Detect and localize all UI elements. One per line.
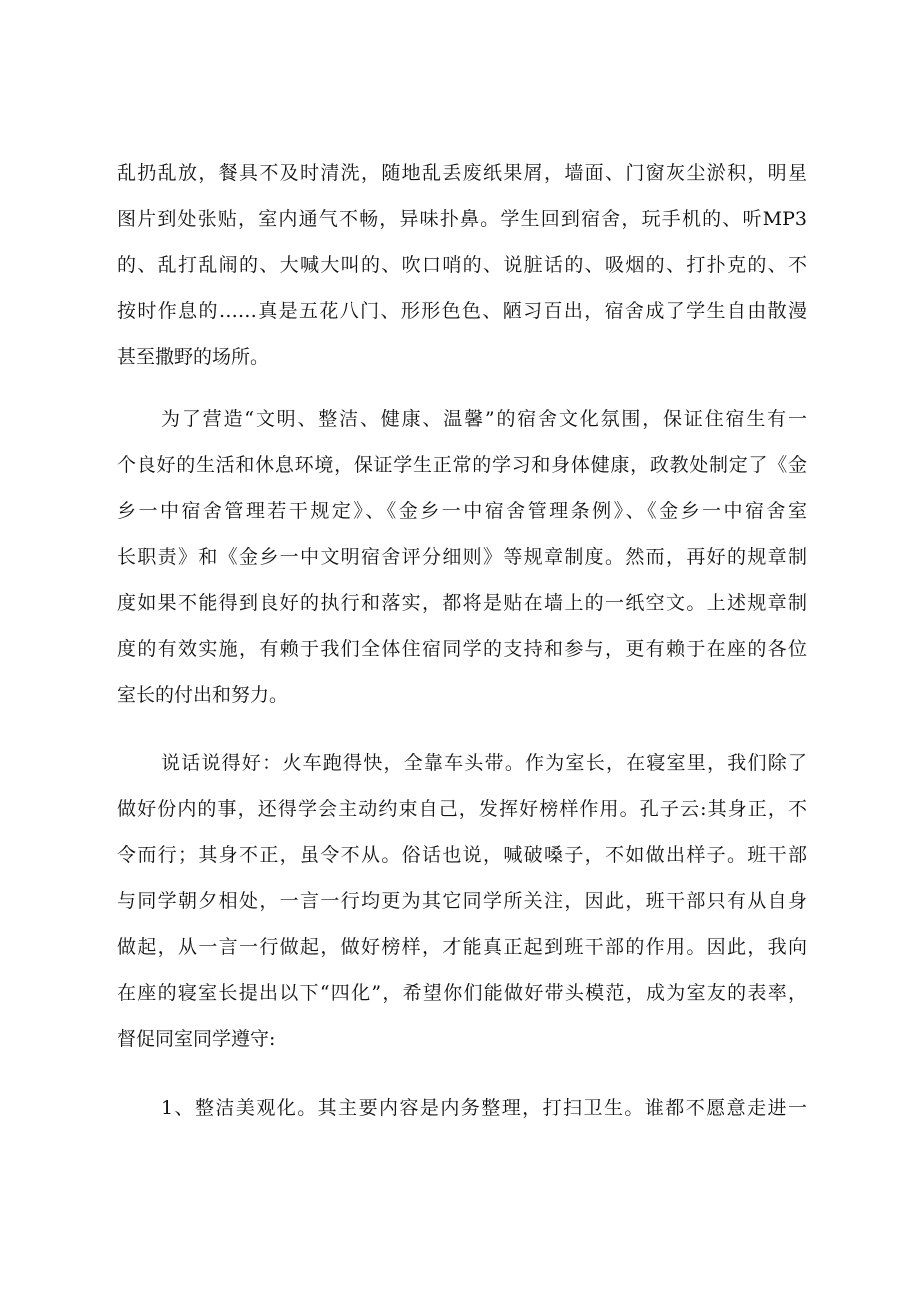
text-line: 长职责》和《金乡一中文明宿舍评分细则》等规章制度。然而，再好的规章制 [117,546,807,568]
text-line: 说话说得好：火车跑得快，全靠车头带。作为室长，在寝室里，我们除了 [161,752,807,774]
text-line: 甚至撒野的场所。 [117,346,270,368]
text-line: 个良好的生活和休息环境，保证学生正常的学习和身体健康，政教处制定了《金 [117,454,807,476]
text-line: 乱扔乱放，餐具不及时清洗，随地乱丢废纸果屑，墙面、门窗灰尘淤积，明星 [117,162,807,184]
text-line: 室长的付出和努力。 [117,684,289,706]
text-line: 令而行；其身不正，虽令不从。俗话也说，喊破嗓子，不如做出样子。班干部 [117,844,807,866]
text-line: 度的有效实施，有赖于我们全体住宿同学的支持和参与，更有赖于在座的各位 [117,638,807,660]
text-line: 做好份内的事，还得学会主动约束自己，发挥好榜样作用。孔子云:其身正，不 [117,798,807,820]
text-line: 1、整洁美观化。其主要内容是内务整理，打扫卫生。谁都不愿意走进一 [161,1097,807,1119]
paragraph-role-model [117,740,807,1062]
text-line: 督促同室同学遵守: [117,1028,276,1050]
text-line: 按时作息的……真是五花八门、形形色色、陋习百出，宿舍成了学生自由散漫 [117,300,807,322]
paragraph-dorm-rules [117,396,807,718]
text-line: 为了营造“文明、整洁、健康、温馨”的宿舍文化氛围，保证住宿生有一 [161,408,807,430]
text-line: 的、乱打乱闹的、大喊大叫的、吹口哨的、说脏话的、吸烟的、打扑克的、不 [117,254,807,276]
paragraph-tidy-item [117,1085,807,1131]
text-line: 图片到处张贴，室内通气不畅，异味扑鼻。学生回到宿舍，玩手机的、听MP3 [117,208,807,230]
text-line: 做起，从一言一行做起，做好榜样，才能真正起到班干部的作用。因此，我向 [117,936,807,958]
paragraph-dorm-problems [117,150,807,380]
text-line: 与同学朝夕相处，一言一行均更为其它同学所关注，因此，班干部只有从自身 [117,890,807,912]
text-line: 乡一中宿舍管理若干规定》、《金乡一中宿舍管理条例》、《金乡一中宿舍室 [117,500,807,522]
text-line: 度如果不能得到良好的执行和落实，都将是贴在墙上的一纸空文。上述规章制 [117,592,807,614]
text-line: 在座的寝室长提出以下“四化”，希望你们能做好带头模范，成为室友的表率， [117,982,807,1004]
